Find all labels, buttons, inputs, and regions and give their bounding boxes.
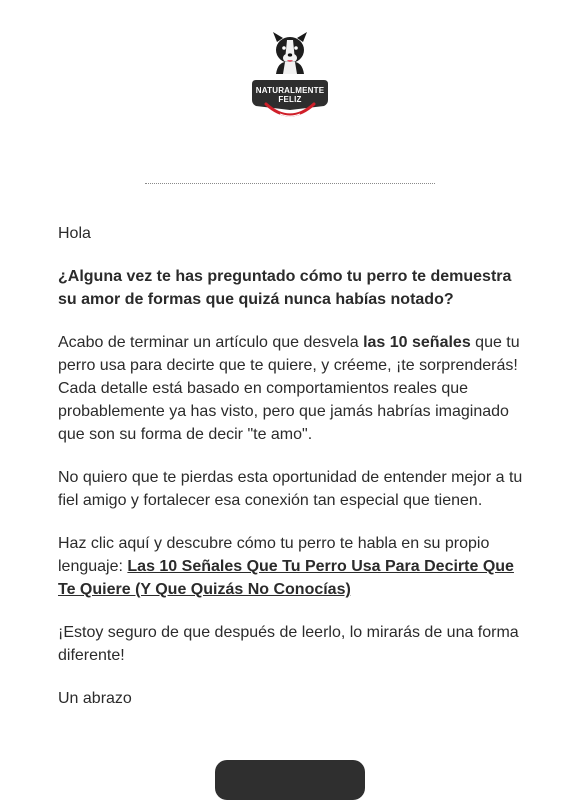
email-body — [58, 222, 528, 730]
header-logo-area — [0, 30, 580, 130]
paragraph-link — [58, 532, 528, 601]
intro-text-start: Acabo de terminar un artículo que desvela — [58, 334, 364, 351]
paragraph-intro — [58, 331, 528, 446]
greeting: Hola — [58, 225, 91, 242]
paragraph-closing: ¡Estoy seguro de que después de leerlo, lo mirarás de una forma diferente! — [58, 624, 519, 664]
headline: ¿Alguna vez te has preguntado cómo tu perro te demuestra su amor de formas que quizá nunca habías notado? — [58, 268, 512, 308]
link-lead-text: Haz clic aquí y descubre cómo tu perro te habla en su propio lenguaje: — [58, 535, 490, 575]
article-link[interactable]: Las 10 Señales Que Tu Perro Usa Para Decirte Que Te Quiere (Y Que Quizás No Conocías) — [58, 558, 514, 598]
logo-text-line2: FELIZ — [278, 95, 302, 104]
cta-button[interactable] — [215, 760, 365, 800]
intro-text-end: que tu perro usa para decirte que te quiere, y créeme, ¡te sorprenderás! Cada detalle está basado en comportamientos reales que probablemente ya has visto, pero que jamás habrías imaginado que son su forma de decir "te amo". — [58, 334, 520, 443]
brand-logo[interactable] — [240, 30, 340, 130]
dog-logo-icon — [240, 30, 340, 130]
intro-highlight: las 10 señales — [363, 334, 471, 351]
signoff: Un abrazo — [58, 690, 132, 707]
logo-text-line1: NATURALMENTE — [255, 86, 325, 95]
header-divider — [145, 183, 435, 184]
paragraph-invite: No quiero que te pierdas esta oportunidad de entender mejor a tu fiel amigo y fortalecer esa conexión tan especial que tienen. — [58, 469, 523, 509]
